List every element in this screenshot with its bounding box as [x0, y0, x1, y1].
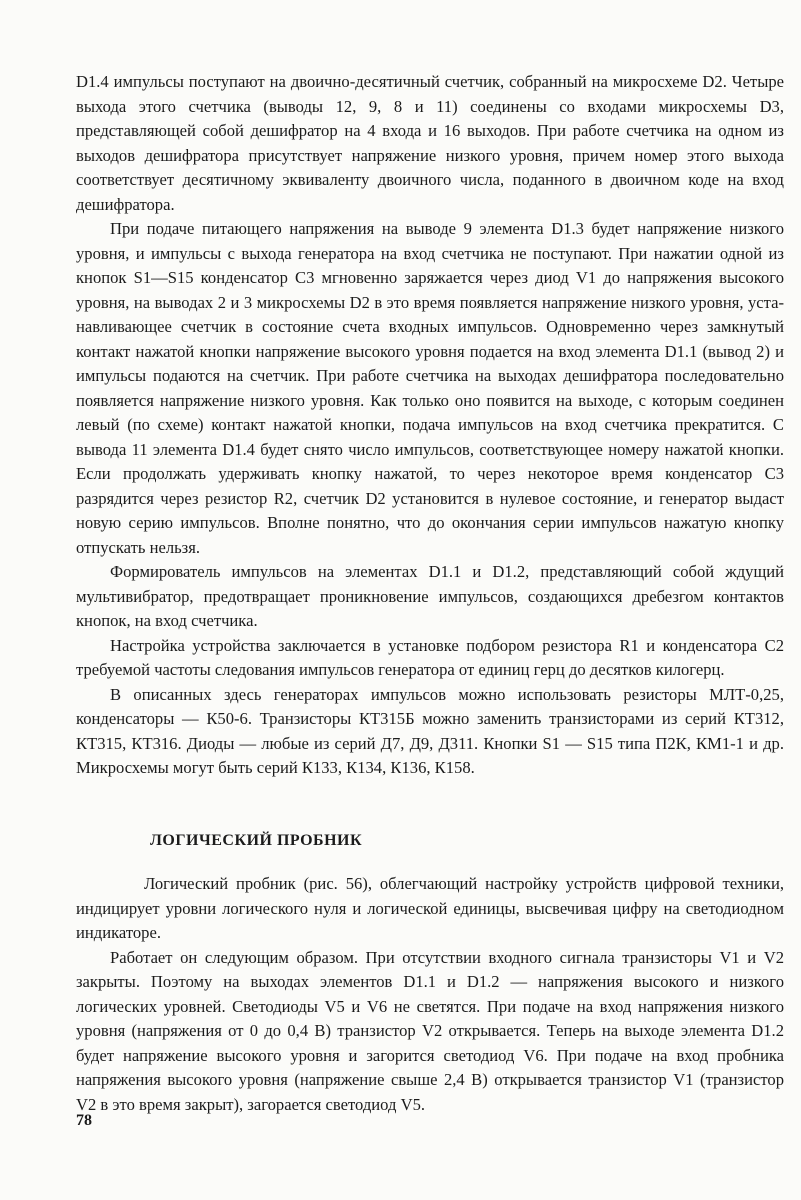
- main-text-block: [76, 70, 784, 781]
- paragraph-power-on-operation: При подаче питающего напряжения на выводе 9 элемента D1.3 будет напряжение низкого уровня, и импульсы с выхода генератора на вход счетчика не поступают. При нажатии одной из кнопок S1—S15 конденсатор C3 мгновенно заряжается через диод V1 до напряжения высокого уровня, на выводах 2 и 3 микросхемы D2 в это время появляется напряжение низкого уровня, устанавливающее счетчик в состояние счета входных импульсов. Одновременно через замкнутый контакт нажатой кнопки напряжение высокого уровня подается на вход элемента D1.1 (вывод 2) и импульсы подаются на счетчик. При работе счетчика на выходах дешифратора последовательно появляется напряжение низкого уровня. Как только оно появится на выходе, с которым соединен левый (по схеме) контакт нажатой кнопки, подача импульсов на вход счетчика прекратится. С вывода 11 элемента D1.4 будет снято число импульсов, соответствующее номеру нажатой кнопки. Если продолжать удерживать кнопку нажатой, то через некоторое время конденсатор C3 разрядится через резистор R2, счетчик D2 установится в нулевое состояние, и генератор выдаст новую серию импульсов. Вполне понятно, что до окончания серии импульсов нажатую кнопку отпускать нельзя.: [76, 219, 784, 557]
- section-heading: ЛОГИЧЕСКИЙ ПРОБНИК: [150, 832, 363, 849]
- paragraph-logic-probe-intro: Логический пробник (рис. 56), облегчающий настройку устройств цифровой техники, индицирует уровни логического нуля и логической единицы, высвечивая цифру на светодиодном индикаторе.: [76, 874, 784, 942]
- paragraph-pulse-shaper: Формирователь импульсов на элементах D1.1 и D1.2, представляющий собой ждущий мультивибратор, предотвращает проникновение импульсов, создающихся дребезгом контактов кнопок, на вход счетчика.: [76, 562, 784, 630]
- paragraph-counter-description: D1.4 импульсы поступают на двоично-десятичный счетчик, собранный на микросхеме D2. Четыре выхода этого счетчика (выводы 12, 9, 8 и 11) соединены со входами микросхемы D3, представляющей собой дешифратор на 4 входа и 16 выходов. При работе счетчика на одном из выходов дешифратора присутствует напряжение низкого уровня, причем номер этого выхода соответствует десятичному эквиваленту двоичного числа, поданного в двоичном коде на вход дешифратора.: [76, 72, 784, 214]
- page-number: 78: [76, 1112, 92, 1129]
- section-text-block: [76, 872, 784, 1117]
- paragraph-setup: Настройка устройства заключается в установке подбором резистора R1 и конденсатора C2 требуемой частоты следования импульсов генератора от единиц герц до десятков килогерц.: [76, 635, 784, 679]
- paragraph-components: В описанных здесь генераторах импульсов можно использовать резисторы МЛТ-0,25, конденсаторы — К50-6. Транзисторы КТ315Б можно заменить транзисторами из серий КТ312, КТ315, КТ316. Диоды — любые из серий Д7, Д9, Д311. Кнопки S1 — S15 типа П2К, КМ1-1 и др. Микросхемы могут быть серий К133, К134, К136, К158.: [76, 684, 784, 777]
- paragraph-logic-probe-operation: Работает он следующим образом. При отсутствии входного сигнала транзисторы V1 и V2 закрыты. Поэтому на выходах элементов D1.1 и D1.2 — напряжения высокого и низкого логических уровней. Светодиоды V5 и V6 не светятся. При подаче на вход напряжения низкого уровня (напряжения от 0 до 0,4 В) транзистор V2 открывается. Теперь на выходе элемента D1.2 будет напряжение высокого уровня и загорится светодиод V6. При подаче на вход пробника напряжения высокого уровня (напряжение свыше 2,4 В) открывается транзистор V1 (транзистор V2 в это время закрыт), загорается светодиод V5.: [76, 947, 784, 1114]
